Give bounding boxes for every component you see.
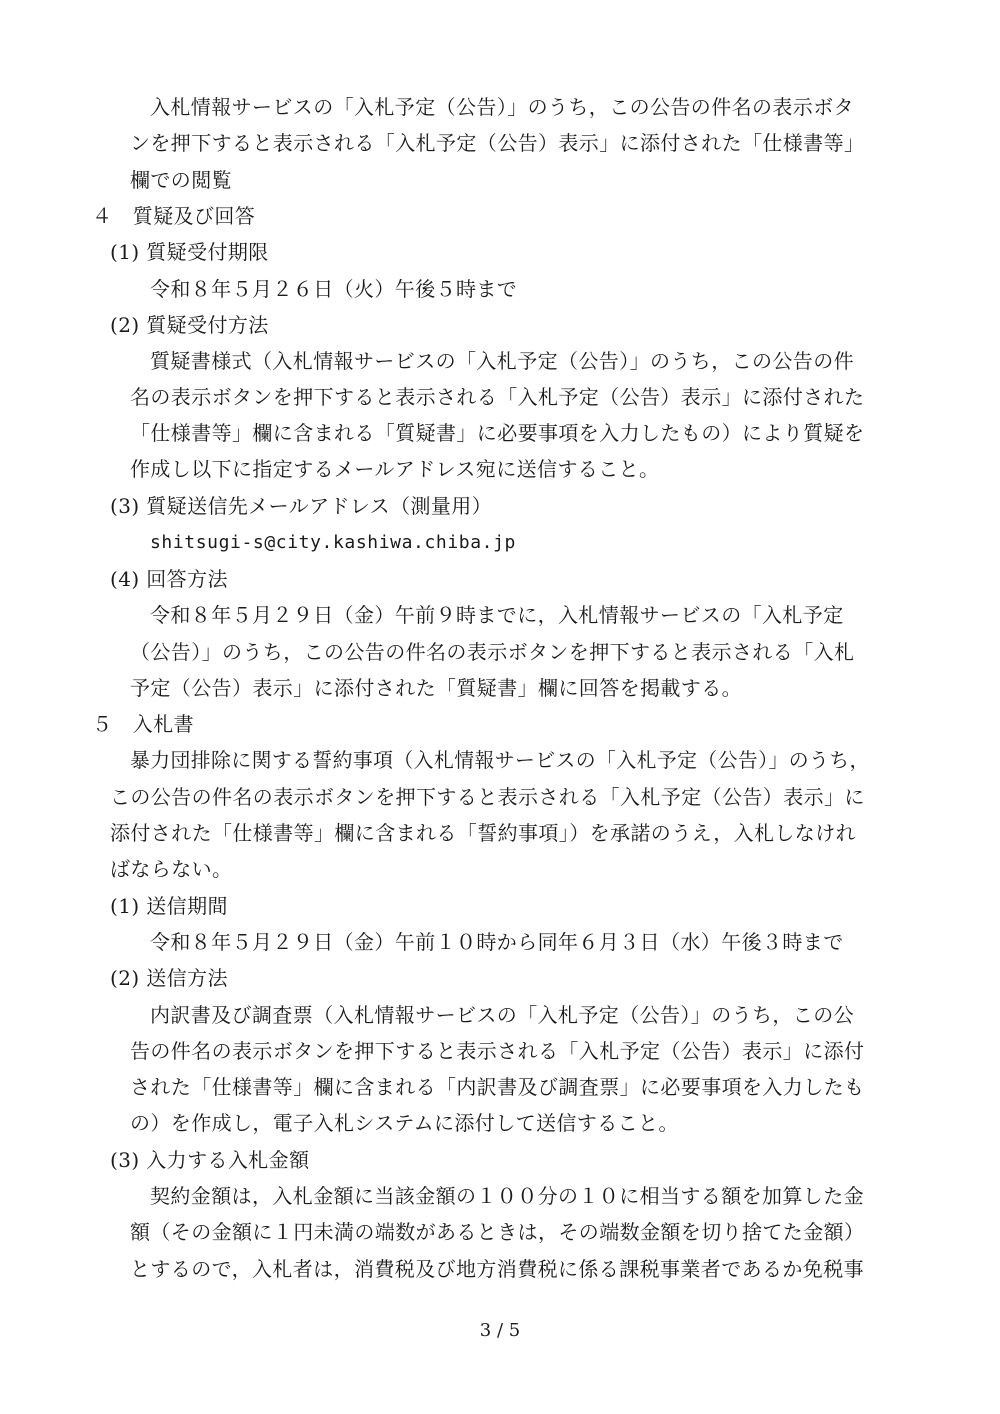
text-line: 添付された「仕様書等」欄に含まれる「誓約事項」）を承諾のうえ，入札しなけれ bbox=[110, 821, 856, 845]
subsection-heading: (3) 入力する入札金額 bbox=[110, 1148, 310, 1172]
text-line: とするので，入札者は，消費税及び地方消費税に係る課税事業者であるか免税事 bbox=[130, 1257, 864, 1281]
email-address: shitsugi-s@city.kashiwa.chiba.jp bbox=[150, 532, 516, 553]
text-line: 内訳書及び調査票（入札情報サービスの「入札予定（公告）」のうち，この公 bbox=[150, 1003, 854, 1027]
text-line: 名の表示ボタンを押下すると表示される「入札予定（公告）表示」に添付された bbox=[130, 385, 865, 409]
page-number: 3 / 5 bbox=[479, 1320, 521, 1341]
text-line: 暴力団排除に関する誓約事項（入札情報サービスの「入札予定（公告）」のうち， bbox=[130, 748, 870, 772]
text-line: 入札情報サービスの「入札予定（公告）」のうち，この公告の件名の表示ボタ bbox=[150, 95, 854, 119]
text-line: の）を作成し，電子入札システムに添付して送信すること。 bbox=[130, 1111, 679, 1135]
text-line: 予定（公告）表示」に添付された「質疑書」欄に回答を掲載する。 bbox=[130, 676, 742, 700]
text-line: 質疑書様式（入札情報サービスの「入札予定（公告）」のうち，この公告の件 bbox=[150, 349, 854, 373]
text-line: （公告）」のうち，この公告の件名の表示ボタンを押下すると表示される「入札 bbox=[130, 640, 855, 664]
text-line: この公告の件名の表示ボタンを押下すると表示される「入札予定（公告）表示」に bbox=[110, 785, 865, 809]
text-line: 令和８年５月２９日（金）午前１０時から同年６月３日（水）午後３時まで bbox=[150, 930, 844, 954]
subsection-heading: (2) 送信方法 bbox=[110, 966, 228, 990]
text-line: 告の件名の表示ボタンを押下すると表示される「入札予定（公告）表示」に添付 bbox=[130, 1039, 865, 1063]
text-line: 令和８年５月２９日（金）午前９時までに，入札情報サービスの「入札予定 bbox=[150, 603, 844, 627]
text-line: ばならない。 bbox=[110, 857, 233, 881]
section-heading: ４ 質疑及び回答 bbox=[92, 204, 256, 228]
text-line: ンを押下すると表示される「入札予定（公告）表示」に添付された「仕様書等」 bbox=[130, 131, 865, 155]
text-line: 契約金額は，入札金額に当該金額の１００分の１０に相当する額を加算した金 bbox=[150, 1184, 864, 1208]
text-line: 作成し以下に指定するメールアドレス宛に送信すること。 bbox=[130, 457, 660, 481]
subsection-heading: (4) 回答方法 bbox=[110, 567, 228, 591]
subsection-heading: (3) 質疑送信先メールアドレス（測量用） bbox=[110, 494, 493, 518]
section-heading: ５ 入札書 bbox=[92, 712, 194, 736]
text-line: された「仕様書等」欄に含まれる「内訳書及び調査票」に必要事項を入力したも bbox=[130, 1075, 865, 1099]
text-line: 令和８年５月２６日（火）午後５時まで bbox=[150, 277, 518, 301]
text-line: 欄での閲覧 bbox=[130, 168, 232, 192]
subsection-heading: (2) 質疑受付方法 bbox=[110, 313, 269, 337]
subsection-heading: (1) 送信期間 bbox=[110, 894, 228, 918]
text-line: 額（その金額に１円未満の端数があるときは，その端数金額を切り捨てた金額） bbox=[130, 1220, 865, 1244]
subsection-heading: (1) 質疑受付期限 bbox=[110, 240, 269, 264]
text-line: 「仕様書等」欄に含まれる「質疑書」に必要事項を入力したもの）により質疑を bbox=[130, 421, 865, 445]
